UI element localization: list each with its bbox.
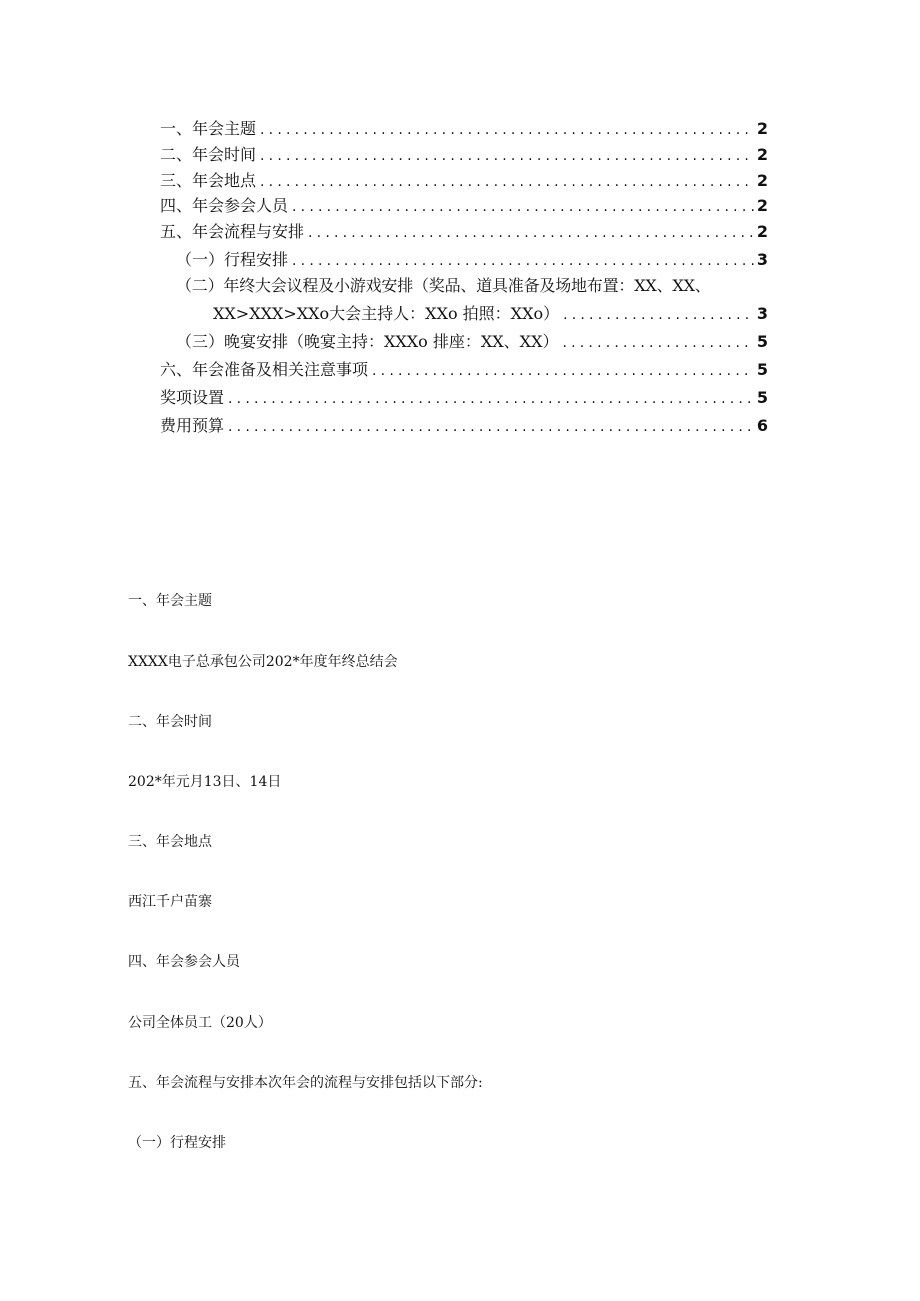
toc-page-number: 2 bbox=[756, 196, 768, 215]
toc-page-number: 2 bbox=[756, 119, 768, 138]
toc-leader-dots bbox=[562, 333, 754, 353]
toc-page-number: 3 bbox=[756, 304, 768, 323]
section-heading: 二、年会时间 bbox=[128, 714, 212, 730]
toc-entry[interactable] bbox=[213, 304, 768, 325]
toc-entry[interactable] bbox=[176, 250, 768, 271]
toc-leader-dots bbox=[228, 389, 754, 409]
toc-entry[interactable] bbox=[160, 119, 768, 140]
toc-entry-title-line2: XX>XXX>XXo大会主持人：XXo 拍照：XXo） bbox=[213, 304, 560, 323]
toc-leader-dots bbox=[228, 417, 754, 437]
toc-entry-title: 三、年会地点 bbox=[160, 171, 257, 190]
toc-entry-title: 六、年会准备及相关注意事项 bbox=[160, 360, 369, 379]
toc-entry-title: （一）行程安排 bbox=[176, 250, 289, 269]
toc-page-number: 6 bbox=[756, 416, 768, 435]
toc-entry[interactable] bbox=[160, 196, 768, 217]
body-paragraph: 西江千户苗寨 bbox=[128, 894, 212, 910]
toc-page-number: 5 bbox=[756, 360, 768, 379]
section-heading: 五、年会流程与安排本次年会的流程与安排包括以下部分: bbox=[128, 1075, 483, 1091]
toc-entry[interactable] bbox=[160, 388, 768, 409]
body-paragraph: 202*年元月13日、14日 bbox=[128, 774, 282, 790]
toc-leader-dots bbox=[260, 120, 754, 140]
section-heading: 四、年会参会人员 bbox=[128, 954, 240, 970]
toc-leader-dots bbox=[260, 146, 754, 166]
toc-entry[interactable] bbox=[160, 145, 768, 166]
toc-leader-dots bbox=[260, 172, 754, 192]
toc-entry[interactable] bbox=[176, 332, 768, 353]
body-paragraph: XXXX电子总承包公司202*年度年终总结会 bbox=[128, 654, 398, 670]
toc-leader-dots bbox=[563, 305, 754, 325]
toc-entry-title: 费用预算 bbox=[160, 416, 225, 435]
body-paragraph: 公司全体员工（20人） bbox=[128, 1015, 272, 1031]
toc-leader-dots bbox=[372, 361, 754, 381]
toc-page-number: 5 bbox=[756, 388, 768, 407]
toc-entry-title: 四、年会参会人员 bbox=[160, 196, 289, 215]
toc-page-number: 2 bbox=[756, 222, 768, 241]
subsection-heading: （一）行程安排 bbox=[128, 1135, 226, 1151]
toc-leader-dots bbox=[292, 197, 754, 217]
toc-entry-title: 奖项设置 bbox=[160, 388, 225, 407]
toc-page-number: 2 bbox=[756, 171, 768, 190]
toc-entry-title-line1[interactable]: （二）年终大会议程及小游戏安排（奖品、道具准备及场地布置：XX、XX、 bbox=[176, 276, 711, 295]
toc-leader-dots bbox=[308, 223, 754, 243]
toc-page-number: 3 bbox=[756, 250, 768, 269]
toc-entry[interactable] bbox=[160, 416, 768, 437]
toc-entry[interactable] bbox=[160, 222, 768, 243]
section-heading: 三、年会地点 bbox=[128, 834, 212, 850]
toc-entry-title: 一、年会主题 bbox=[160, 119, 257, 138]
toc-entry[interactable] bbox=[160, 171, 768, 192]
section-heading: 一、年会主题 bbox=[128, 593, 212, 609]
toc-leader-dots bbox=[292, 251, 754, 271]
toc-entry-title: （三）晚宴安排（晚宴主持：XXXo 排座：XX、XX） bbox=[176, 332, 559, 351]
toc-entry[interactable] bbox=[160, 360, 768, 381]
toc-page-number: 5 bbox=[756, 332, 768, 351]
toc-entry-title: 二、年会时间 bbox=[160, 145, 257, 164]
toc-entry-title: 五、年会流程与安排 bbox=[160, 222, 305, 241]
toc-page-number: 2 bbox=[756, 145, 768, 164]
